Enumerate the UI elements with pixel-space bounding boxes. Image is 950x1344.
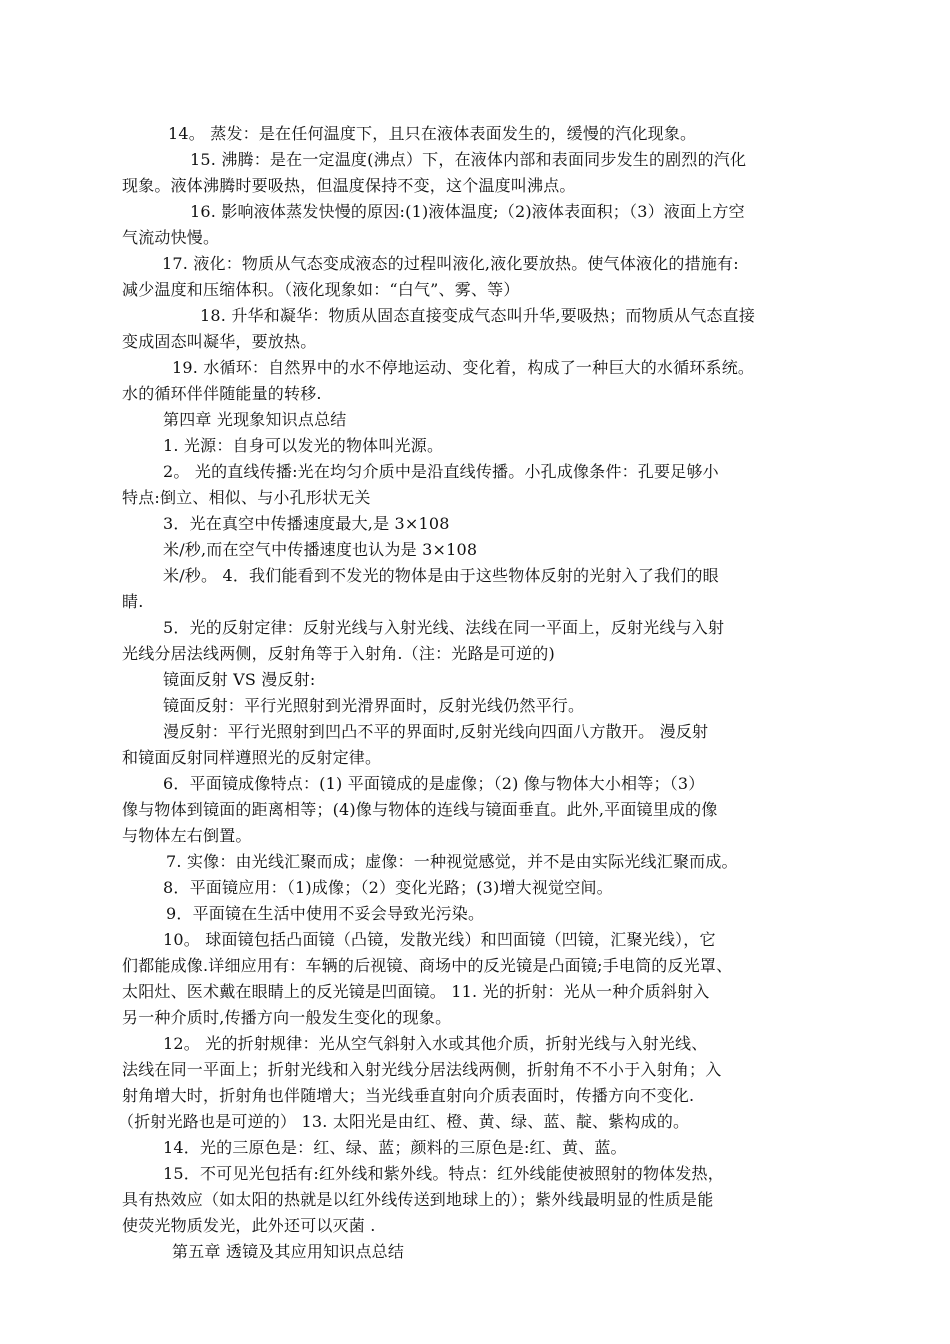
text-line: 现象。液体沸腾时要吸热，但温度保持不变，这个温度叫沸点。	[122, 176, 576, 195]
text-line: （折射光路也是可逆的） 13. 太阳光是由红、橙、黄、绿、蓝、靛、紫构成的。	[118, 1112, 690, 1131]
text-line: 6．平面镜成像特点：(1) 平面镜成的是虚像；（2) 像与物体大小相等；（3）	[163, 774, 705, 793]
text-line: 10。 球面镜包括凸面镜（凸镜，发散光线）和凹面镜（凹镜，汇聚光线），它	[163, 930, 716, 949]
text-line: 18. 升华和凝华：物质从固态直接变成气态叫升华,要吸热；而物质从气态直接	[200, 306, 756, 325]
text-line: 射角增大时，折射角也伴随增大；当光线垂直射向介质表面时，传播方向不变化.	[122, 1086, 695, 1105]
text-line: 2。 光的直线传播:光在均匀介质中是沿直线传播。小孔成像条件：孔要足够小	[163, 462, 719, 481]
text-line: 17. 液化：物质从气态变成液态的过程叫液化,液化要放热。使气体液化的措施有:	[162, 254, 739, 273]
text-line: 睛.	[122, 592, 144, 611]
text-line: 太阳灶、医术戴在眼睛上的反光镜是凹面镜。 11. 光的折射：光从一种介质斜射入	[122, 982, 710, 1001]
chapter-heading: 第四章 光现象知识点总结	[163, 410, 347, 429]
text-line: 14．光的三原色是：红、绿、蓝；颜料的三原色是:红、黄、蓝。	[163, 1138, 627, 1157]
text-line: 镜面反射 VS 漫反射:	[163, 670, 316, 689]
text-line: 米/秒,而在空气中传播速度也认为是 3×108	[163, 540, 478, 559]
text-line: 镜面反射：平行光照射到光滑界面时，反射光线仍然平行。	[163, 696, 585, 715]
chapter-heading: 第五章 透镜及其应用知识点总结	[172, 1242, 405, 1261]
text-line: 1. 光源：自身可以发光的物体叫光源。	[163, 436, 444, 455]
text-line: 14。 蒸发：是在任何温度下，且只在液体表面发生的，缓慢的汽化现象。	[168, 124, 697, 143]
text-line: 15. 沸腾：是在一定温度(沸点）下，在液体内部和表面同步发生的剧烈的汽化	[190, 150, 747, 169]
text-line: 另一种介质时,传播方向一般发生变化的现象。	[122, 1008, 452, 1027]
text-line: 漫反射：平行光照射到凹凸不平的界面时,反射光线向四面八方散开。 漫反射	[163, 722, 709, 741]
text-line: 们都能成像.详细应用有：车辆的后视镜、商场中的反光镜是凸面镜;手电筒的反光罩、	[122, 956, 733, 975]
text-line: 9．平面镜在生活中使用不妥会导致光污染。	[166, 904, 485, 923]
text-line: 特点:倒立、相似、与小孔形状无关	[122, 488, 371, 507]
text-line: 3．光在真空中传播速度最大,是 3×108	[163, 514, 450, 533]
text-line: 气流动快慢。	[122, 228, 220, 247]
text-line: 19. 水循环：自然界中的水不停地运动、变化着，构成了一种巨大的水循环系统。	[172, 358, 755, 377]
text-line: 变成固态叫凝华，要放热。	[122, 332, 317, 351]
text-line: 具有热效应（如太阳的热就是以红外线传送到地球上的）；紫外线最明显的性质是能	[122, 1190, 714, 1209]
text-line: 与物体左右倒置。	[122, 826, 252, 845]
text-line: 和镜面反射同样遵照光的反射定律。	[122, 748, 382, 767]
text-line: 法线在同一平面上；折射光线和入射光线分居法线两侧，折射角不不小于入射角；入	[122, 1060, 722, 1079]
text-line: 12。 光的折射规律：光从空气斜射入水或其他介质，折射光线与入射光线、	[163, 1034, 708, 1053]
text-line: 像与物体到镜面的距离相等；(4)像与物体的连线与镜面垂直。此外,平面镜里成的像	[122, 800, 718, 819]
text-line: 米/秒。 4．我们能看到不发光的物体是由于这些物体反射的光射入了我们的眼	[163, 566, 719, 585]
text-line: 水的循环伴伴随能量的转移.	[122, 384, 322, 403]
text-line: 15．不可见光包括有:红外线和紫外线。特点：红外线能使被照射的物体发热，	[163, 1164, 724, 1183]
text-line: 使荧光物质发光，此外还可以灭菌 .	[122, 1216, 376, 1235]
text-line: 5．光的反射定律：反射光线与入射光线、法线在同一平面上，反射光线与入射	[163, 618, 725, 637]
text-line: 7. 实像：由光线汇聚而成；虚像：一种视觉感觉，并不是由实际光线汇聚而成。	[166, 852, 738, 871]
text-line: 光线分居法线两侧，反射角等于入射角.（注：光路是可逆的)	[122, 644, 555, 663]
text-line: 8．平面镜应用：（1)成像；（2）变化光路；(3)增大视觉空间。	[163, 878, 613, 897]
text-line: 减少温度和压缩体积。（液化现象如：“白气”、雾、等）	[122, 280, 520, 299]
text-line: 16. 影响液体蒸发快慢的原因:(1)液体温度;（2)液体表面积；（3）液面上方空	[190, 202, 745, 221]
